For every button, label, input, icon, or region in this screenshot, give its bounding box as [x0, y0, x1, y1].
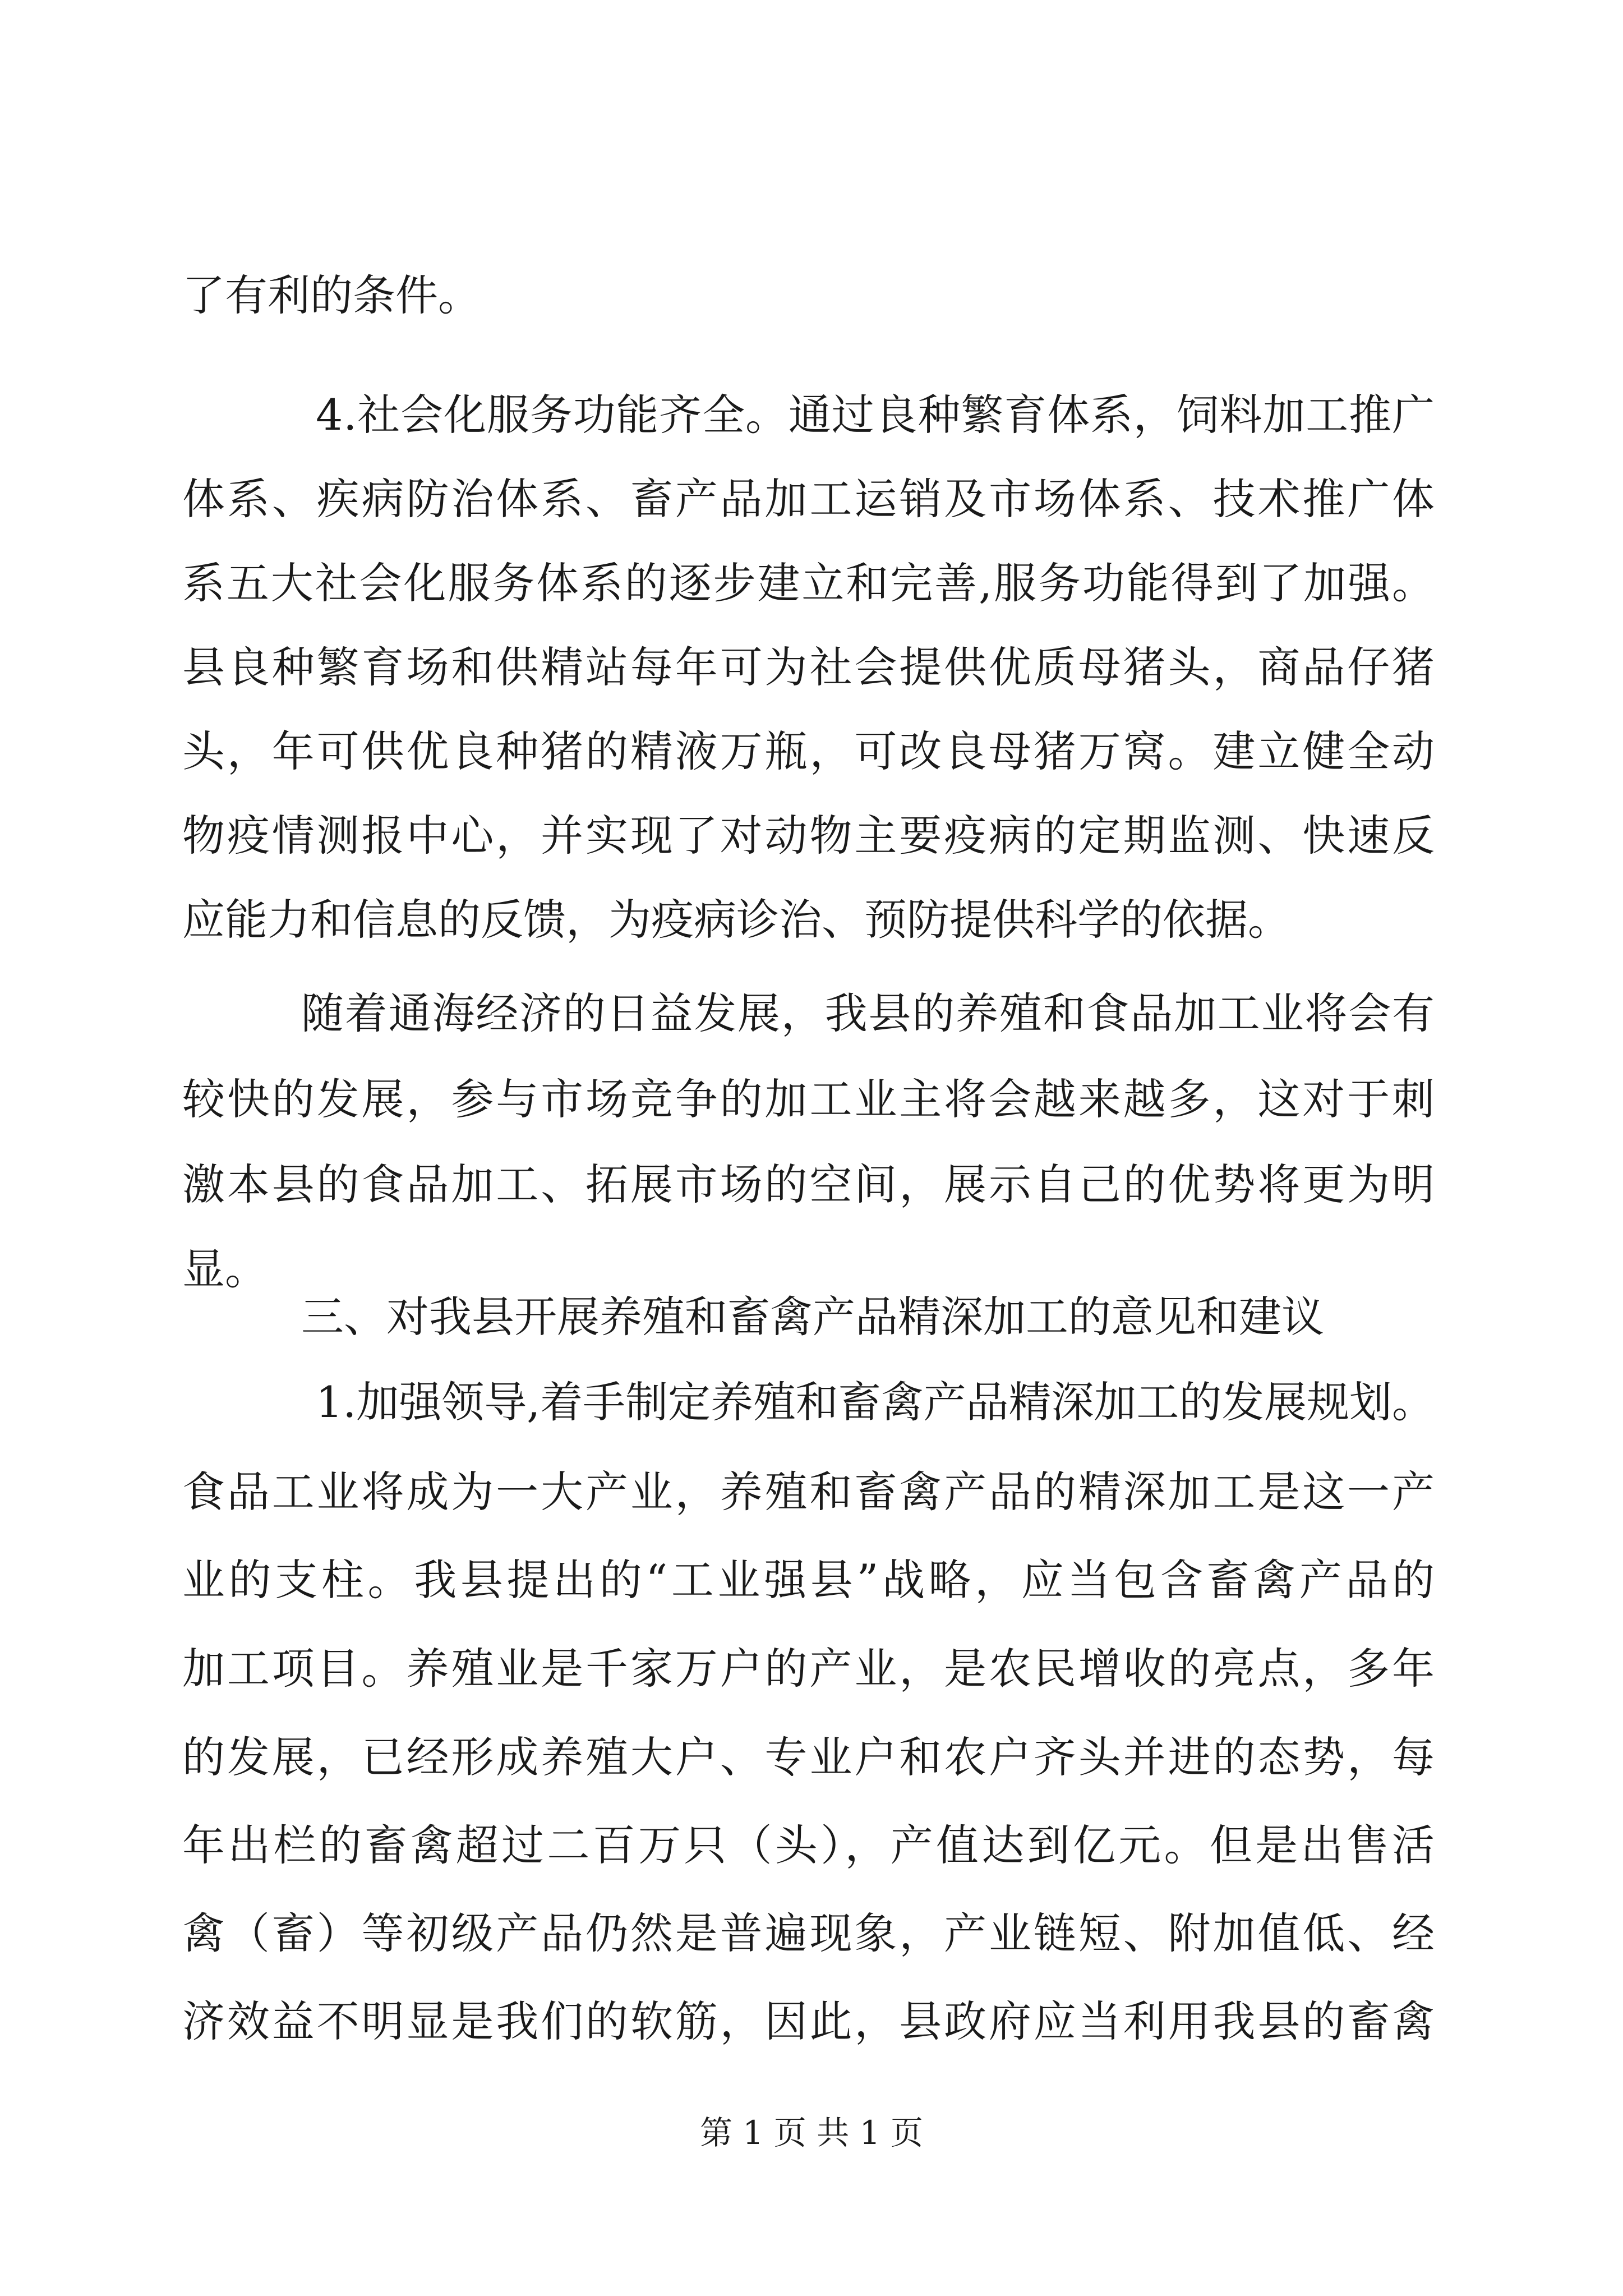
text-line — [0, 1906, 1623, 1962]
line-text: 体系、疾病防治体系、畜产品加工运销及市场体系、技术推广体 — [182, 474, 1437, 524]
line-text: 随着通海经济的日益发展，我县的养殖和食品加工业将会有 — [301, 988, 1436, 1038]
text-line — [0, 639, 1623, 696]
line-text: 1.加强领导,着手制定养殖和畜禽产品精深加工的发展规划。 — [316, 1377, 1435, 1427]
text-line — [0, 986, 1623, 1042]
line-text: 业的支柱。我县提出的“工业强县”战略，应当包含畜禽产品的 — [182, 1555, 1438, 1605]
text-line — [0, 268, 1623, 324]
line-text: 较快的发展，参与市场竞争的加工业主将会越来越多，这对于刺 — [182, 1074, 1437, 1124]
text-line — [0, 1071, 1623, 1128]
line-text: 4.社会化服务功能齐全。通过良种繁育体系，饲料加工推广 — [316, 390, 1435, 440]
line-text: 显。 — [182, 1244, 268, 1294]
text-line — [0, 808, 1623, 864]
text-line — [0, 724, 1623, 780]
text-line — [0, 1994, 1623, 2050]
heading-text: 三、对我县开展养殖和畜禽产品精深加工的意见和建议 — [301, 1292, 1324, 1342]
page-footer: 第 1 页 共 1 页 — [700, 2114, 923, 2152]
line-text: 食品工业将成为一大产业，养殖和畜禽产品的精深加工是这一产 — [182, 1467, 1437, 1517]
text-line — [0, 1818, 1623, 1874]
text-line — [0, 471, 1623, 527]
line-text: 禽（畜）等初级产品仍然是普遍现象，产业链短、附加值低、经 — [182, 1908, 1437, 1958]
line-text: 的发展，已经形成养殖大户、专业户和农户齐头并进的态势，每 — [182, 1732, 1437, 1782]
line-text: 加工项目。养殖业是千家万户的产业，是农民增收的亮点，多年 — [182, 1644, 1437, 1694]
line-text: 激本县的食品加工、拓展市场的空间，展示自己的优势将更为明 — [182, 1159, 1437, 1209]
section-heading — [0, 1289, 1623, 1345]
text-line — [0, 1157, 1623, 1213]
text-line — [0, 1374, 1623, 1430]
line-text: 应能力和信息的反馈，为疫病诊治、预防提供科学的依据。 — [182, 895, 1290, 945]
line-text: 了有利的条件。 — [182, 270, 481, 320]
text-line — [0, 1641, 1623, 1697]
text-line — [0, 1464, 1623, 1520]
text-line — [0, 1552, 1623, 1608]
text-line — [0, 1729, 1623, 1786]
line-text: 系五大社会化服务体系的逐步建立和完善,服务功能得到了加强。 — [182, 558, 1436, 608]
line-text: 头，年可供优良种猪的精液万瓶，可改良母猪万窝。建立健全动 — [182, 726, 1437, 776]
line-text: 年出栏的畜禽超过二百万只（头），产值达到亿元。但是出售活 — [182, 1820, 1438, 1870]
line-text: 物疫情测报中心，并实现了对动物主要疫病的定期监测、快速反 — [182, 811, 1437, 861]
text-line — [0, 387, 1623, 443]
line-text: 县良种繁育场和供精站每年可为社会提供优质母猪头，商品仔猪 — [182, 642, 1437, 692]
text-line — [0, 892, 1623, 948]
text-line — [0, 555, 1623, 611]
line-text: 济效益不明显是我们的软筋，因此，县政府应当利用我县的畜禽 — [182, 1996, 1437, 2046]
